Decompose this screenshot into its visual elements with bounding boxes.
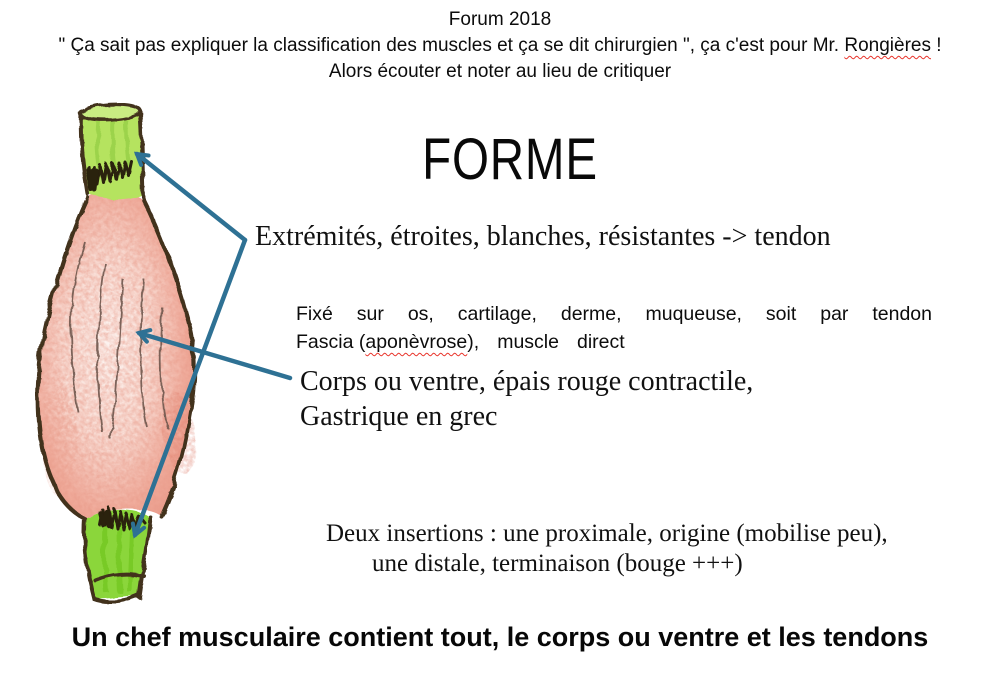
bottom-tendon-outline [84,516,149,601]
belly-striations [70,240,167,438]
arrow-to-bottom-tendon [135,240,245,535]
fixe-line-2-close: ), [467,331,480,353]
belly-outline [37,196,193,518]
corps-line-2: Gastrique en grec [300,401,498,432]
belly-red-shading-left [40,385,76,495]
top-tendon-cap-ellipse [79,101,140,120]
header-line-2-suffix: ! [930,35,942,56]
header-line-2-text: " Ça sait pas expliquer la classification des muscles et ça se dit chirurgien ", ça c'est pour Mr. [58,35,845,56]
misspelled-word-aponevrose: aponèvrose [365,331,468,353]
fixe-line-1: Fixé sur os, cartilage, derme, muqueuse, soit par tendon [296,303,932,325]
bottom-tendon-fill [84,508,149,598]
label-insertions-line-1: Deux insertions : une proximale, origine (mobilise peu), [326,520,888,547]
annotation-arrows [135,154,290,535]
bottom-junction-blob [99,510,108,525]
top-tendon-outline [80,112,142,196]
fixe-line-2-word-muscle: muscle [497,331,559,353]
arrow-to-top-tendon [137,154,245,240]
bottom-tendon-streaks [104,513,131,592]
header-line-2 [0,33,1000,59]
header [0,7,1000,85]
arrow-to-belly [139,333,290,378]
fixe-line-2 [296,328,932,356]
belly-fill [37,190,193,518]
muscle-belly [37,174,200,518]
header-line-3: Alors écouter et noter au lieu de critiquer [328,61,672,82]
bottom-junction-zigzag [98,506,143,528]
label-extremites: Extrémités, étroites, blanches, résistantes -> tendon [255,221,831,252]
header-line-1: Forum 2018 [448,9,552,30]
label-corps [300,364,753,434]
label-fixe-block [296,300,932,356]
fixe-line-2-word-direct: direct [576,331,625,353]
top-tendon-fill [80,112,141,198]
muscle-top-tendon [79,101,142,198]
junction-scribbles [87,160,143,528]
label-insertions-line-2: une distale, terminaison (bouge +++) [372,550,743,577]
footer-statement: Un chef musculaire contient tout, le corps ou ventre et les tendons [71,622,929,652]
corps-line-1: Corps ou ventre, épais rouge contractile, [300,366,754,397]
belly-crayon-texture [37,190,193,518]
misspelled-word-rongieres: Rongières [844,35,931,56]
junction-orange-smudge [101,174,131,198]
top-junction-blob [87,168,96,189]
muscle-bottom-tendon [84,508,149,600]
muscle-group [37,101,200,600]
page-title: FORME [422,127,598,192]
belly-red-shading-right [156,388,199,476]
top-tendon-streaks [97,118,128,172]
fixe-line-2-prefix: Fascia ( [296,331,366,353]
top-junction-zigzag [88,160,130,186]
